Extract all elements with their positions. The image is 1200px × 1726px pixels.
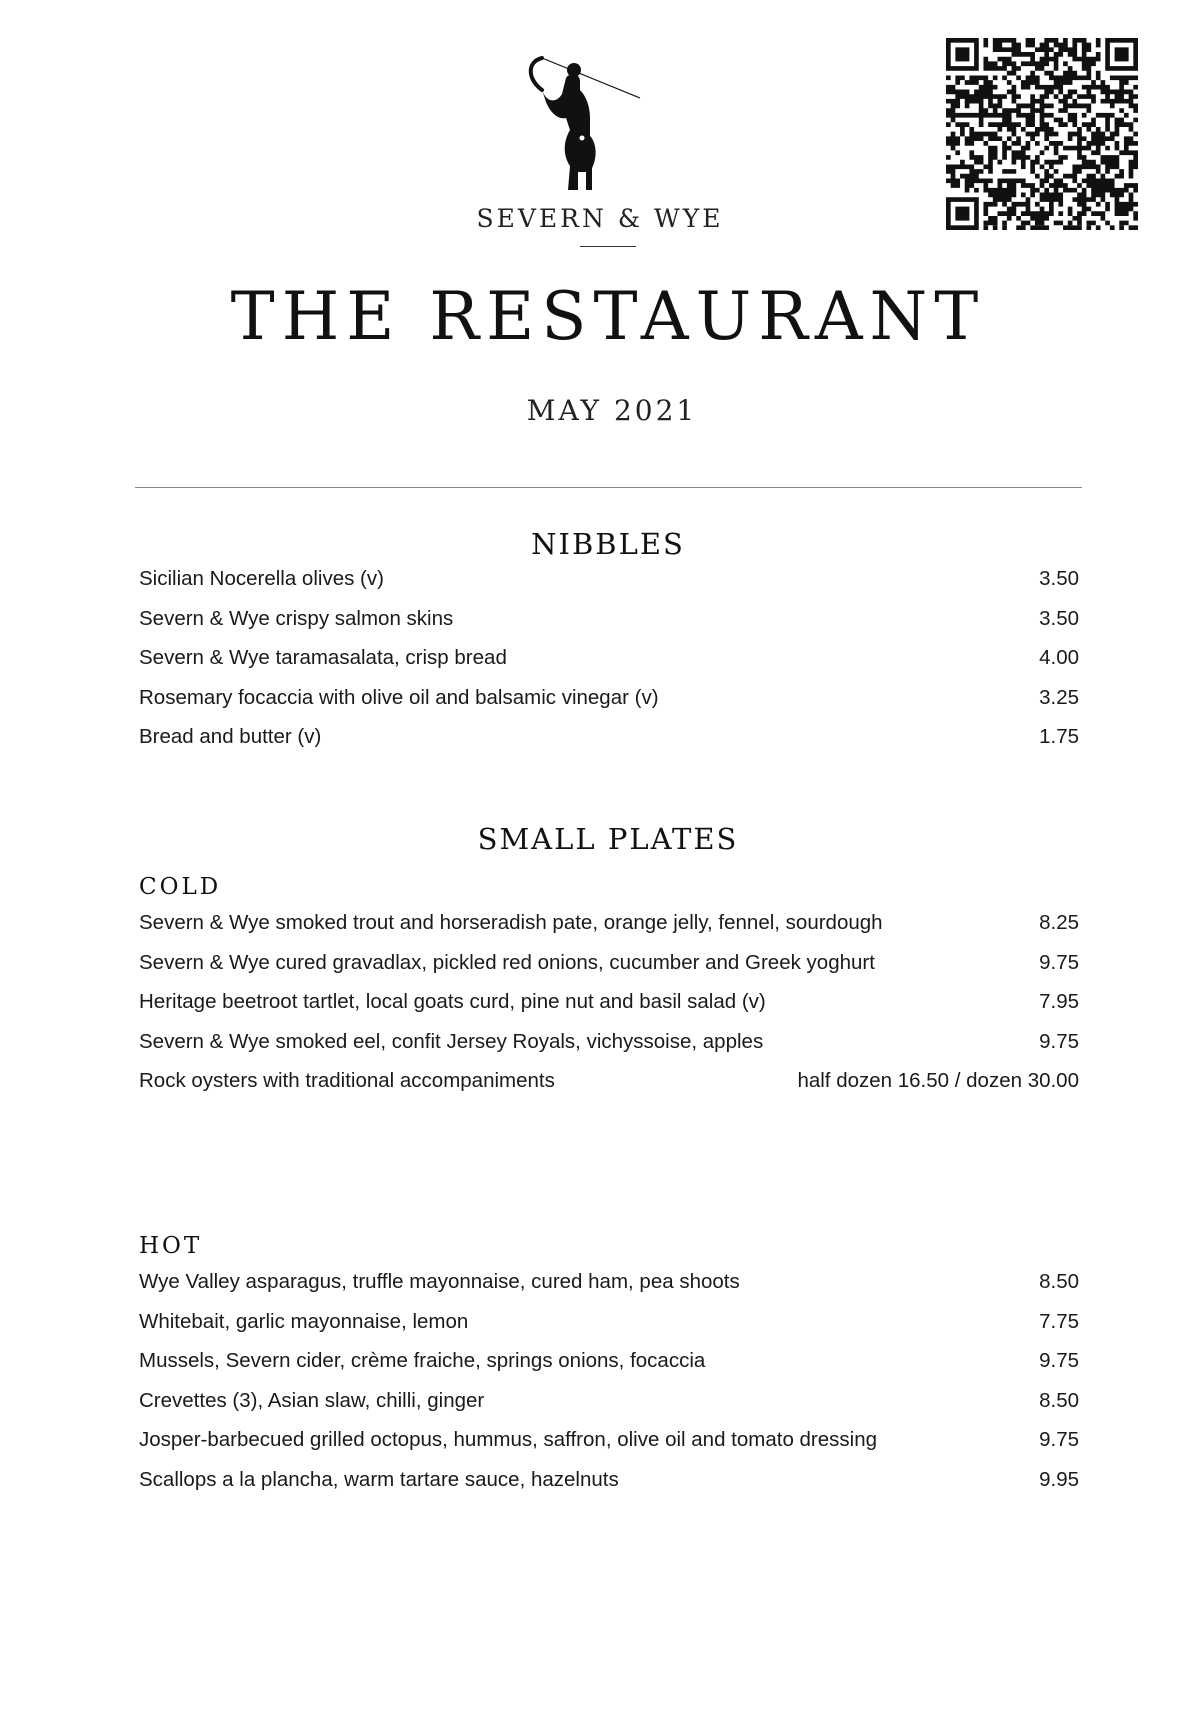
item-price: 8.50: [1039, 1270, 1079, 1293]
item-name: Whitebait, garlic mayonnaise, lemon: [139, 1309, 469, 1333]
item-name: Severn & Wye crispy salmon skins: [139, 606, 454, 630]
cold-list: [139, 911, 1079, 1109]
item-price: 3.50: [1039, 606, 1079, 630]
item-name: Scallops a la plancha, warm tartare sauce, hazelnuts: [139, 1467, 619, 1491]
menu-date: MAY 2021: [526, 394, 698, 427]
item-price: 9.75: [1039, 950, 1079, 974]
nibbles-list: [139, 567, 1079, 765]
item-name: Severn & Wye smoked eel, confit Jersey Royals, vichyssoise, apples: [139, 1029, 764, 1053]
menu-item: [139, 567, 1079, 607]
item-name: Josper-barbecued grilled octopus, hummus, saffron, olive oil and tomato dressing: [139, 1428, 878, 1452]
menu-item: [139, 607, 1079, 647]
hot-subheading: HOT: [139, 1233, 203, 1259]
brand-name: SEVERN & WYE: [476, 204, 724, 233]
item-price: 8.50: [1039, 1388, 1079, 1412]
menu-item: [139, 1428, 1079, 1468]
item-price: 8.25: [1039, 911, 1079, 934]
small-plates-heading: SMALL PLATES: [477, 822, 739, 856]
menu-item: [139, 911, 1079, 951]
menu-item: [139, 1310, 1079, 1350]
item-price: 7.95: [1039, 990, 1079, 1014]
item-price: 9.75: [1039, 1428, 1079, 1452]
menu-item: [139, 725, 1079, 765]
item-name: Severn & Wye taramasalata, crisp bread: [139, 646, 507, 670]
menu-item: [139, 990, 1079, 1030]
item-name: Mussels, Severn cider, crème fraiche, springs onions, focaccia: [139, 1349, 706, 1373]
item-price: 3.50: [1039, 567, 1079, 590]
cold-subheading: COLD: [139, 874, 222, 900]
menu-item: [139, 1349, 1079, 1389]
item-name: Heritage beetroot tartlet, local goats curd, pine nut and basil salad (v): [139, 990, 766, 1014]
item-name: Rosemary focaccia with olive oil and balsamic vinegar (v): [139, 685, 659, 709]
item-name: Rock oysters with traditional accompaniments: [139, 1069, 555, 1093]
item-price: half dozen 16.50 / dozen 30.00: [797, 1069, 1079, 1093]
item-name: Wye Valley asparagus, truffle mayonnaise, cured ham, pea shoots: [139, 1270, 740, 1293]
page-title: THE RESTAURANT: [230, 278, 986, 355]
menu-item: [139, 1069, 1079, 1109]
menu-item: [139, 686, 1079, 726]
menu-item: [139, 1030, 1079, 1070]
menu-item: [139, 1468, 1079, 1508]
item-price: 7.75: [1039, 1309, 1079, 1333]
item-price: 9.95: [1039, 1467, 1079, 1491]
item-name: Sicilian Nocerella olives (v): [139, 567, 384, 590]
item-price: 1.75: [1039, 725, 1079, 749]
angler-silhouette-icon: [520, 50, 660, 200]
item-price: 9.75: [1039, 1029, 1079, 1053]
qr-code-icon[interactable]: [946, 38, 1138, 230]
item-name: Severn & Wye smoked trout and horseradish pate, orange jelly, fennel, sourdough: [139, 911, 883, 934]
menu-item: [139, 951, 1079, 991]
menu-item: [139, 1270, 1079, 1310]
nibbles-heading: NIBBLES: [531, 527, 685, 561]
menu-item: [139, 646, 1079, 686]
hot-list: [139, 1270, 1079, 1508]
menu-item: [139, 1389, 1079, 1429]
item-price: 9.75: [1039, 1349, 1079, 1373]
header-divider: [135, 487, 1082, 488]
item-price: 3.25: [1039, 685, 1079, 709]
item-price: 4.00: [1039, 646, 1079, 670]
item-name: Bread and butter (v): [139, 725, 322, 749]
item-name: Severn & Wye cured gravadlax, pickled red onions, cucumber and Greek yoghurt: [139, 950, 875, 974]
item-name: Crevettes (3), Asian slaw, chilli, ginger: [139, 1388, 485, 1412]
brand-underline: [580, 246, 636, 247]
